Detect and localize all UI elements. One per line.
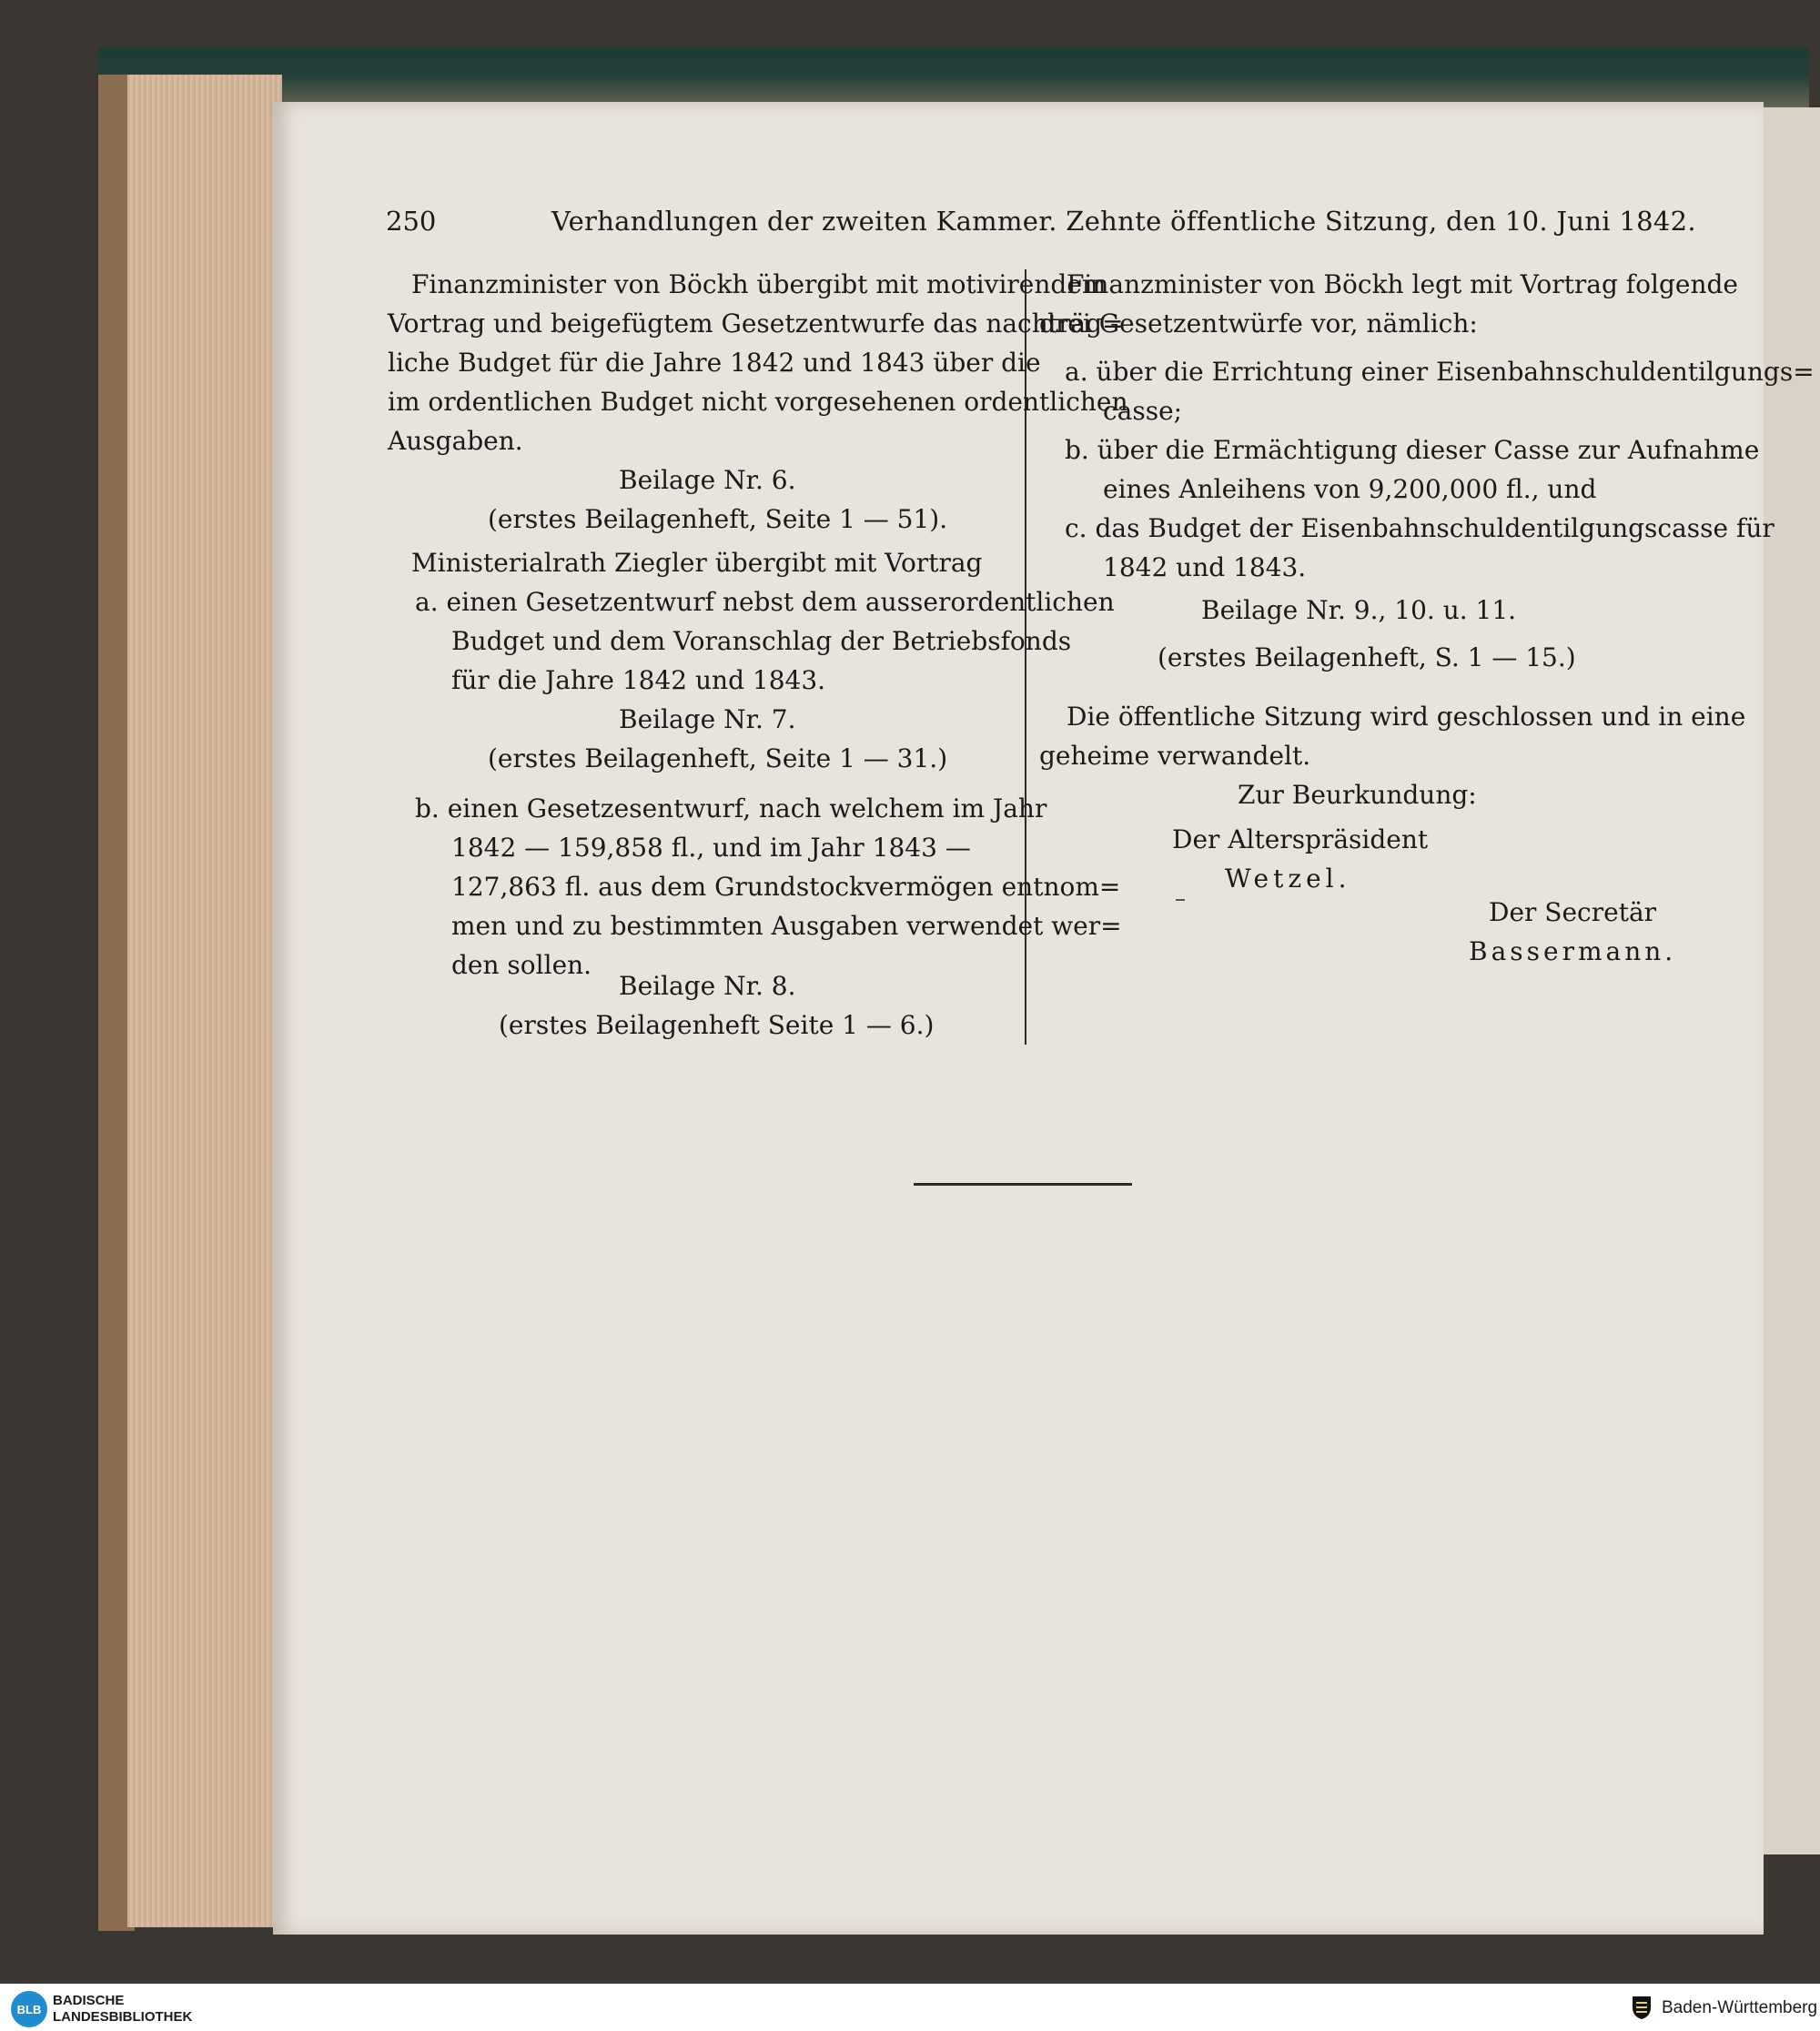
paragraph-line: Finanzminister von Böckh übergibt mit motivirendem [411,269,1107,299]
signature-title: Der Alterspräsident [1172,824,1429,854]
paragraph-line: im ordentlichen Budget nicht vorgesehenen ordentlichen [388,387,1128,417]
section-end-rule [914,1183,1132,1186]
coat-of-arms-icon[interactable] [1631,1995,1653,2020]
paragraph-line: Die öffentliche Sitzung wird geschlossen und in eine [1067,702,1746,732]
paragraph-line: geheime verwandelt. [1039,741,1311,771]
attachment-reference: Beilage Nr. 8. [619,971,796,1001]
list-item-line: a. über die Errichtung einer Eisenbahnschuldentilgungs= [1065,357,1815,387]
attachment-pages: (erstes Beilagenheft, Seite 1 — 31.) [488,743,948,773]
paragraph-line: Ausgaben. [388,426,523,456]
library-name[interactable] [53,1993,192,2026]
list-item-line: für die Jahre 1842 und 1843. [451,665,826,695]
state-name[interactable]: Baden-Württemberg [1662,1998,1818,2017]
signature-dash [1176,899,1185,901]
list-item-line: b. einen Gesetzesentwurf, nach welchem im Jahr [415,793,1047,824]
list-item-line: 1842 — 159,858 fl., und im Jahr 1843 — [451,833,971,863]
signature-title: Der Secretär [1489,897,1657,927]
attachment-pages: (erstes Beilagenheft, S. 1 — 15.) [1158,642,1576,672]
list-item-line: a. einen Gesetzentwurf nebst dem ausserordentlichen [415,587,1115,617]
list-item-line: men und zu bestimmten Ausgaben verwendet wer= [451,911,1122,941]
paragraph-line: Finanzminister von Böckh legt mit Vortrag folgende [1067,269,1738,299]
list-item-line: Budget und dem Voranschlag der Betriebsfonds [451,626,1072,656]
paragraph-line: Ministerialrath Ziegler übergibt mit Vortrag [411,548,983,578]
list-item-line: den sollen. [451,950,592,980]
paragraph-line: liche Budget für die Jahre 1842 und 1843 über die [388,348,1041,378]
list-item-line: c. das Budget der Eisenbahnschuldentilgungscasse für [1065,513,1774,543]
page-number: 250 [386,206,437,237]
paragraph-line: Vortrag und beigefügtem Gesetzentwurfe das nachträg= [388,308,1124,338]
paragraph-line: drei Gesetzentwürfe vor, nämlich: [1039,308,1478,338]
viewer-footer [0,1984,1820,2031]
signature-name: Bassermann. [1469,936,1677,966]
blb-logo-icon[interactable]: BLB [11,1991,47,2027]
list-item-line: 127,863 fl. aus dem Grundstockvermögen entnom= [451,872,1121,902]
list-item-line: casse; [1103,396,1183,426]
attachment-reference: Beilage Nr. 6. [619,465,796,495]
attachment-reference: Beilage Nr. 7. [619,704,796,734]
library-name-line2: LANDESBIBLIOTHEK [53,2009,193,2025]
page-block-edge [127,75,282,1927]
attachment-reference: Beilage Nr. 9., 10. u. 11. [1201,595,1517,625]
attachment-pages: (erstes Beilagenheft Seite 1 — 6.) [499,1010,935,1040]
page-header-title: Verhandlungen der zweiten Kammer. Zehnte öffentliche Sitzung, den 10. Juni 1842. [551,206,1696,237]
list-item-line: 1842 und 1843. [1103,552,1307,582]
signature-name: Wetzel. [1225,864,1351,894]
attachment-pages: (erstes Beilagenheft, Seite 1 — 51). [488,504,948,534]
certification-line: Zur Beurkundung: [1238,780,1477,810]
library-name-line1: BADISCHE [53,1993,125,2008]
list-item-line: b. über die Ermächtigung dieser Casse zur Aufnahme [1065,435,1760,465]
list-item-line: eines Anleihens von 9,200,000 fl., und [1103,474,1597,504]
